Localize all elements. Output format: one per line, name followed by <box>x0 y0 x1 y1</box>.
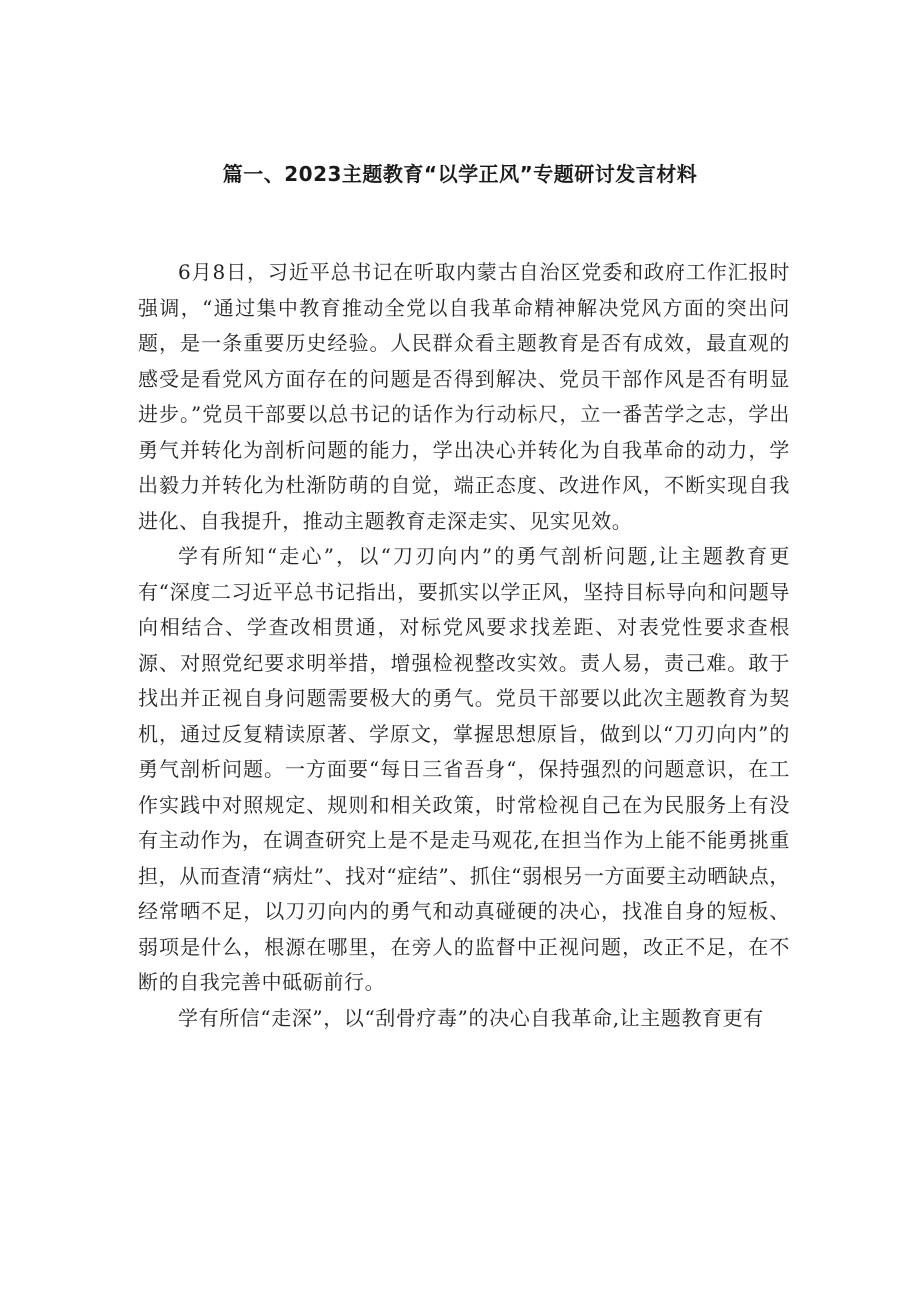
paragraph-2: 学有所知“走心”，以“刀刃向内”的勇气剖析问题,让主题教育更有“深度二习近平总书记指出，要抓实以学正风，坚持目标导向和问题导向相结合、学查改相贯通，对标党风要求找差距、对表党性要求查根源、对照党纪要求明举措，增强检视整改实效。责人易，责己难。敢于找出并正视自身问题需要极大的勇气。党员干部要以此次主题教育为契机，通过反复精读原著、学原文，掌握思想原旨，做到以“刀刃向内”的勇气剖析问题。一方面要“每日三省吾身“，保持强烈的问题意识，在工作实践中对照规定、规则和相关政策，时常检视自己在为民服务上有没有主动作为，在调查研究上是不是走马观花,在担当作为上能不能勇挑重担，从而查清“病灶”、找对“症结”、抓住“弱根另一方面要主动晒缺点，经常晒不足，以刀刃向内的勇气和动真碰硬的决心，找准自身的短板、弱项是什么，根源在哪里，在旁人的监督中正视问题，改正不足，在不断的自我完善中砥砺前行。 <box>138 544 790 994</box>
paragraph-3: 学有所信“走深”，以“刮骨疗毒”的决心自我革命,让主题教育更有 <box>178 1005 764 1030</box>
paragraph-1: 6月8日，习近平总书记在听取内蒙古自治区党委和政府工作汇报时强调，“通过集中教育推动全党以自我革命精神解决党风方面的突出问题，是一条重要历史经验。人民群众看主题教育是否有成效，最直观的感受是看党风方面存在的问题是否得到解决、党员干部作风是否有明显进步。”党员干部要以总书记的话作为行动标尺，立一番苦学之志，学出勇气并转化为剖析问题的能力，学出决心并转化为自我革命的动力，学出毅力并转化为杜渐防萌的自觉，端正态度、改进作风，不断实现自我进化、自我提升，推动主题教育走深走实、见实见效。 <box>138 260 790 533</box>
document-body <box>138 255 790 1036</box>
document-title: 篇一、2023主题教育“以学正风”专题研讨发言材料 <box>222 162 698 186</box>
